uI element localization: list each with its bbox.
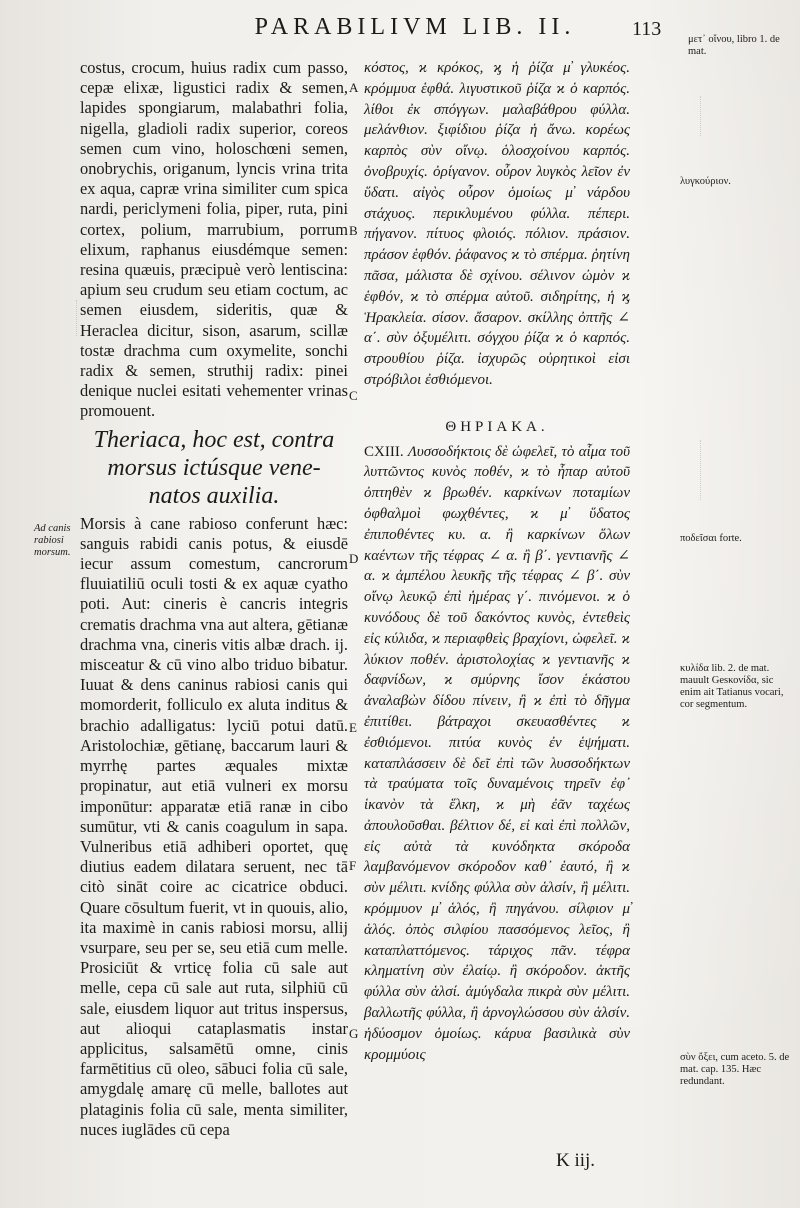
margin-letter-b: B [349, 223, 358, 238]
margin-letter-g: G [349, 1026, 359, 1041]
right-margin-note-5: σὺν ὄξει, cum aceto. 5. de mat. cap. 135. Hæc redundant. [680, 1052, 790, 1087]
running-head: PARABILIVM LIB. II. [254, 14, 576, 40]
heading-line-3: natos auxilia. [148, 482, 280, 509]
right-margin-note-3: ποδεῖσαι forte. [680, 533, 742, 544]
page-number: 113 [632, 18, 662, 40]
latin-paragraph-diuretics: costus, crocum, huius radix cum passo, cepæ elixæ, ligustici radix & semen, lapides spongiarum, malabathri folia, nigella, gladioli radix superior, coreos semen cum vino, holoschœni semen, onobrychis, origanum, lyncis vrina trita ex aqua, capræ vrina similiter cum spica nardi, periclymeni folia, piper, ruta, pini cortex, polium, marrubium, porrum elixum, raphanus eiusdémque semen: resina quæuis, præcipuè verò lentiscina: apium seu crudum seu etiam coctum, ac semen eiusdem, sideritis, quæ & Heraclea dicitur, sison, asarum, scillæ tostæ drachma cum oxymelite, sonchi radix & semen, struthij radix: pinei denique nuclei esitati vehementer vrinas promouent. [80, 58, 348, 421]
margin-letter-c: C [349, 388, 358, 403]
greek-section-title: ΘΗΡΙΑΚΑ. [445, 418, 549, 435]
bleed-through-mark [36, 300, 77, 336]
left-margin-note: Ad canis rabiosi morsum. [34, 523, 71, 558]
heading-line-2: morsus ictúsque vene- [107, 454, 321, 481]
greek-paragraph-text: Λυσσοδήκτοις δὲ ὠφελεῖ, τὸ αἷμα τοῦ λυττῶντος κυνὸς ποθέν, ϰ τὸ ἧπαρ αὐτοῦ ὀπτηθὲν ϰ βρωθέν. καρκίνων ποταμίων ὀφθαλμοὶ φωχθέντες, ϰ μ̓ ὕδατος ἐπιποθέντες κυ. α. ἢ καρκίνων ὅλων καέντων τῆς τέφρας ∠ α. ἢ β΄. γεντιανῆς ∠ α. ϰ ἀμπέλου λευκῆς τῆς τέφρας ∠ β΄. σὺν οἴνῳ λευκῷ ἐπὶ ἡμέρας γ΄. πινόμενοι. ϰ ὁ κυνόδους δὲ τοῦ δακόντος κυνὸς, ἐντεθεὶς εἰς κύλιδα, ϰ περιαφθεὶς βραχίονι, ὠφελεῖ. ϰ λύκιον ποθέν. ἀριστολοχίας ϰ γεντιανῆς ϰ δαφνίδων, ϰ σμύρνης ἴσον ἑκάστου ἀναλαβὼν δίδου πίνειν, ἢ ϰ ἐπὶ τὸ δῆγμα ἐπιτίθει. βάτραχοι σκευασθέντες ϰ ἐσθιόμενοι. πιτύα κυνὸς ἐν ἑψήματι. καταπλάσσειν δὲ δεῖ ἐπὶ τῶν λυσσοδήκτων τὰ τραύματα τοῖς δυναμένοις τηρεῖν ἐφ᾽ ἱκανὸν τὰ ἕλκη, ϰ μὴ ἐᾶν ταχέως ἀπουλοῦσθαι. βέλτιον δέ, εἰ καὶ ἐπὶ πολλῶν, εἰς αὐτὰ τὰ κυνόδηκτα σκόροδα λαμβανόμενον σκόροδον καθ᾽ ἑαυτό, ἢ ϰ σὺν μέλιτι. κνίδης φύλλα σὺν ἁλσίν, ἢ μέλιτι. κρόμμυον μ̓ ἁλός, ἢ πηγάνου. σίλφιον μ̓ ἁλός. ὀπὸς σιλφίου πασσόμενος λεῖος, ἢ καταπλαττόμενος. τάριχος πᾶν. τέφρα κληματίνη σὺν ἐλαίῳ. ἢ σκόροδον. ἀκτῆς φύλλα σὺν ἁλσί. ἀμύγδαλα πικρὰ σὺν μέλιτι. βαλλωτῆς φύλλα, ἢ ἀρνογλώσσου σὺν ἁλσίν. ἡδύοσμον ὁμοίως. κάρυα βασιλικὰ σὺν κρομμύοις [364, 443, 630, 1063]
heading-line-1: Theriaca, hoc est, contra [93, 426, 335, 453]
greek-column [364, 58, 630, 1065]
margin-letter-f: F [349, 858, 357, 873]
latin-paragraph-rabid-dog: Morsis à cane rabioso conferunt hæc: sanguis rabidi canis potus, & eiusdē iecur assum comestum, cancrorum fluuiatiliū oculi tosti & ex aquæ cyatho poti. Aut: cineris è cancris integris crematis drachma vna aut altera, gētianæ drachma vna, cineris vitis albæ drach. ij. misceatur & cū vino albo triduo bibatur. Iuuat & dens caninus rabiosi canis qui momorderit, folliculo ex aluta inditus & brachio adalligatus: lyciū potui datū. Aristolochiæ, gētianę, baccarum lauri & myrrhę partes æquales mixtæ propinatur, aut etiā vulneri ex morsu imponūtur: apparatæ etiā ranæ in cibo sumūtur, vti & canis coagulum in sapa. Vulneribus etiā adhiberi oportet, quę diutius eadem dilatara seruent, nec tā citò sināt coire ac cicatrice obduci. Quare cōsultum fuerit, vt in quouis, alio, ita maximè in canis rabiosi morsu, allij vsurpare, seu per se, seu etiā cum melle. Prosiciūt & vrticę folia cū sale aut melle, cepa cū sale aut ruta, silphiū cū sale, eiusdem liquor aut tritus inspersus, aut alioqui cataplasmatis instar applicitus, salsamētū omne, cinis farmētitius cū oleo, sābuci folia cū sale, amygdalę amarę cū melle, ballotes aut plataginis folia cū sale, menta similiter, nuces iuglādes cū cepa [80, 513, 348, 1139]
margin-letter-e: E [349, 720, 357, 735]
right-margin-note-4: κυλίδα lib. 2. de mat. mauult Gesκονίδα, sic enim ait Tatianus vocari, cor segmentum. [680, 663, 784, 710]
bleed-through-mark [700, 96, 797, 136]
section-number: CXIII. [364, 443, 404, 460]
section-heading-theriaca [80, 426, 348, 510]
latin-column [80, 58, 348, 1140]
margin-letter-a: A [349, 80, 359, 95]
right-margin-note-2: λυγκούριον. [680, 176, 731, 187]
right-margin-note-1: μετ᾽ οἴνου, libro 1. de mat. [688, 34, 780, 57]
greek-paragraph-rabid-dog [364, 442, 630, 1066]
signature-mark: K iij. [556, 1150, 596, 1171]
margin-letter-d: D [349, 551, 359, 566]
bleed-through-mark [700, 440, 797, 500]
greek-paragraph-diuretics: κόστος, ϰ κρόκος, ϗ ἡ ῥίζα μ̓ γλυκέος. κρόμμυα ἑφθά. λιγυστικοῦ ῥίζα ϰ ὁ καρπός. λίθοι ἐκ σπόγγων. μαλαβάθρου φύλλα. μελάνθιον. ξιφίδιου ῥίζα ἡ ἄνω. κορέως καρπὸς σὺν οἴνῳ. ὁλοσχοίνου καρπός. ὀνοβρυχίς. ὀρίγανον. οὖρον λυγκὸς λεῖον ἐν ὕδατι. αἰγὸς οὖρον ὁμοίως μ̓ νάρδου στάχυος. περικλυμένου φύλλα. πέπερι. πήγανον. πίτυος φλοιός. πόλιον. πράσιον. πράσον ἑφθόν. ῥάφανος ϰ τὸ σπέρμα. ῥητίνη πᾶσα, μάλιστα δὲ σχίνου. σέλινον ὠμὸν ϰ ἑφθόν, ϰ τὸ σπέρμα αὐτοῦ. σιδηρίτης, ἡ ϗ Ἡρακλεία. σίσον. ἄσαρον. σκίλλης ὀπτῆς ∠ α΄. σὺν ὀξυμέλιτι. σόγχου ῥίζα ϰ ὁ καρπός. στρουθίου ῥίζα. ἰσχυρῶς οὐρητικοὶ εἰσι στρόβιλοι ἐσθιόμενοι. [364, 60, 630, 388]
